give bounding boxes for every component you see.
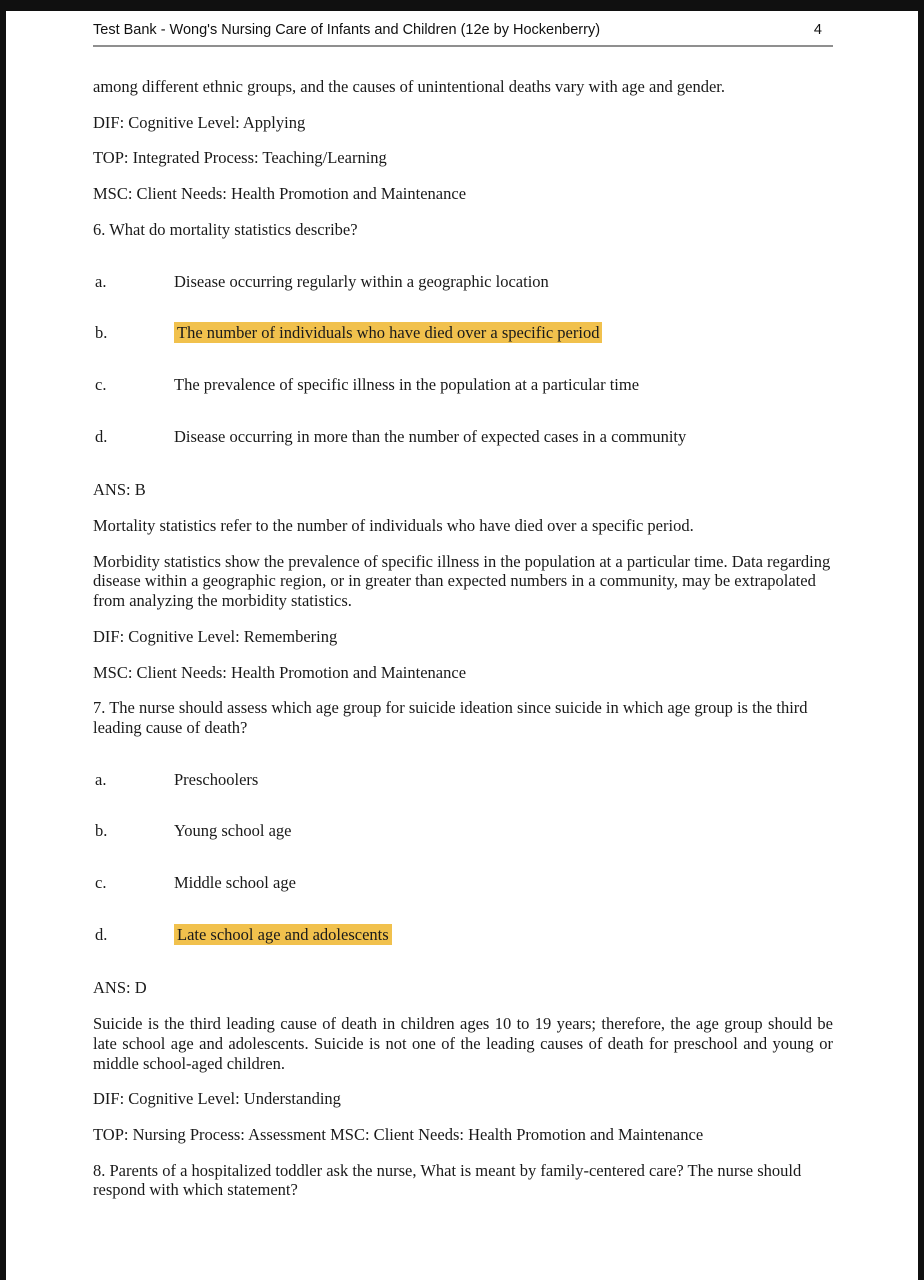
- option-letter: c.: [95, 873, 107, 893]
- option-text: [174, 427, 833, 447]
- option-letter: b.: [95, 821, 108, 841]
- question-6-rationale-2: Morbidity statistics show the prevalence of specific illness in the population at a particular time. Data regarding disease within a geographic region, or in greater than expected numbers in a community, may be extrapolated from analyzing the morbidity statistics.: [93, 551, 831, 611]
- option-a: [93, 272, 833, 292]
- left-black-bar: [0, 0, 6, 1280]
- option-text-inner: Disease occurring regularly within a geographic location: [174, 271, 549, 291]
- page-header-title: Test Bank - Wong's Nursing Care of Infants and Children (12e by Hockenberry): [93, 22, 601, 38]
- option-letter: a.: [95, 769, 107, 789]
- highlighted-answer-text: The number of individuals who have died over a specific period: [174, 322, 602, 343]
- page-number: 4: [813, 22, 822, 38]
- right-black-bar: [918, 0, 924, 1280]
- page-content: [93, 47, 833, 1200]
- msc-line: MSC: Client Needs: Health Promotion and Maintenance: [93, 184, 467, 204]
- option-text: [174, 770, 833, 790]
- option-c: [93, 873, 833, 893]
- question-7-rationale: Suicide is the third leading cause of death in children ages 10 to 19 years; therefore, the age group should be late school age and adolescents. Suicide is not one of the leading causes of death for preschool and young or middle school-aged children.: [93, 1014, 833, 1073]
- dif-line: DIF: Cognitive Level: Remembering: [93, 626, 338, 646]
- top-black-bar: [0, 0, 924, 11]
- question-7-options: [93, 770, 833, 945]
- option-letter: d.: [95, 924, 108, 944]
- dif-line: DIF: Cognitive Level: Understanding: [93, 1089, 341, 1109]
- option-text: [174, 821, 833, 841]
- question-6-answer: ANS: B: [93, 480, 146, 500]
- option-text: [174, 375, 833, 395]
- question-6-options: [93, 272, 833, 447]
- option-a: [93, 770, 833, 790]
- option-c: [93, 375, 833, 395]
- option-b: [93, 821, 833, 841]
- msc-line: MSC: Client Needs: Health Promotion and Maintenance: [93, 662, 467, 682]
- question-8-stem: 8. Parents of a hospitalized toddler ask the nurse, What is meant by family-centered care? The nurse should respond with which statement?: [93, 1160, 802, 1200]
- highlighted-answer-text: Late school age and adolescents: [174, 924, 392, 945]
- top-line: TOP: Integrated Process: Teaching/Learning: [93, 148, 387, 168]
- option-d: [93, 427, 833, 447]
- page-header: [93, 11, 833, 39]
- question-6-stem: 6. What do mortality statistics describe?: [93, 219, 358, 239]
- option-letter: b.: [95, 323, 108, 343]
- option-letter: d.: [95, 426, 108, 446]
- top-msc-line: TOP: Nursing Process: Assessment MSC: Client Needs: Health Promotion and Maintenance: [93, 1124, 704, 1144]
- option-text-inner: The prevalence of specific illness in the population at a particular time: [174, 374, 640, 394]
- option-text: [174, 323, 833, 343]
- question-6-rationale-1: Mortality statistics refer to the number of individuals who have died over a specific period.: [93, 516, 694, 536]
- option-text-inner: Preschoolers: [174, 769, 259, 789]
- option-letter: a.: [95, 271, 107, 291]
- option-d: [93, 925, 833, 945]
- option-b: [93, 323, 833, 343]
- option-text: [174, 272, 833, 292]
- dif-line: DIF: Cognitive Level: Applying: [93, 112, 306, 132]
- option-text: [174, 925, 833, 945]
- option-text: [174, 873, 833, 893]
- intro-continuation-paragraph: among different ethnic groups, and the causes of unintentional deaths vary with age and gender.: [93, 77, 726, 96]
- option-letter: c.: [95, 374, 107, 394]
- option-text-inner: Young school age: [174, 821, 292, 841]
- document-page: [93, 11, 833, 1216]
- question-7-answer: ANS: D: [93, 978, 147, 998]
- option-text-inner: Middle school age: [174, 873, 296, 893]
- option-text-inner: Disease occurring in more than the number of expected cases in a community: [174, 426, 687, 446]
- question-7-stem: 7. The nurse should assess which age group for suicide ideation since suicide in which age group is the third leading cause of death?: [93, 698, 808, 737]
